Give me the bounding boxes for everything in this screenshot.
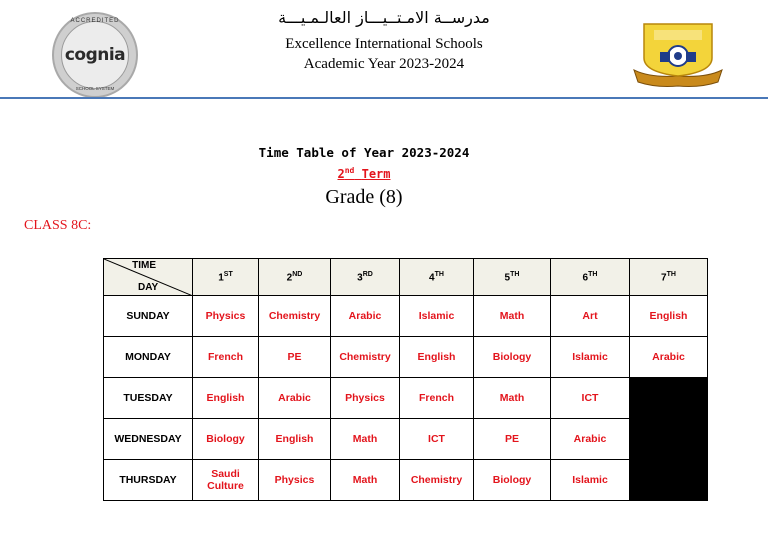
table-row — [104, 419, 708, 460]
period-number: 7 — [661, 272, 667, 284]
time-day-corner-cell — [104, 259, 193, 296]
subject-cell: Math — [331, 460, 400, 501]
period-header — [630, 259, 708, 296]
subject-cell: Saudi Culture — [193, 460, 259, 501]
term-word: Term — [361, 167, 391, 181]
subject-cell: English — [400, 337, 474, 378]
period-number: 2 — [286, 272, 293, 284]
period-number: 3 — [357, 272, 363, 284]
period-header — [400, 259, 474, 296]
period-header — [551, 259, 630, 296]
subject-cell: Islamic — [400, 296, 474, 337]
period-number: 4 — [429, 272, 435, 284]
school-crest-icon — [630, 18, 726, 88]
logo-arc-bottom-text: SCHOOL SYSTEM — [75, 86, 115, 91]
period-suffix: ST — [223, 270, 233, 278]
subject-cell: ICT — [551, 378, 630, 419]
corner-day-label: DAY — [138, 282, 159, 293]
corner-time-label: TIME — [132, 260, 156, 271]
day-cell: TUESDAY — [104, 378, 193, 419]
period-suffix: TH — [666, 270, 676, 278]
table-row — [104, 378, 708, 419]
subject-cell: English — [259, 419, 331, 460]
period-header — [259, 259, 331, 296]
period-header — [193, 259, 259, 296]
day-cell: WEDNESDAY — [104, 419, 193, 460]
subject-cell: Chemistry — [259, 296, 331, 337]
table-row — [104, 460, 708, 501]
table-row — [104, 337, 708, 378]
day-cell: SUNDAY — [104, 296, 193, 337]
subject-cell: Physics — [259, 460, 331, 501]
period-suffix: TH — [588, 270, 598, 278]
period-number: 1 — [218, 272, 224, 284]
term-label — [0, 166, 728, 181]
empty-period-block — [630, 378, 708, 501]
period-suffix: RD — [362, 270, 373, 278]
logo-brand-text: cognia — [64, 45, 126, 65]
subject-cell: French — [193, 337, 259, 378]
term-suffix: nd — [344, 166, 355, 175]
day-cell: THURSDAY — [104, 460, 193, 501]
day-cell: MONDAY — [104, 337, 193, 378]
subject-cell: Biology — [474, 337, 551, 378]
period-suffix: TH — [434, 270, 444, 278]
subject-cell: French — [400, 378, 474, 419]
subject-cell: Islamic — [551, 460, 630, 501]
class-label: CLASS 8C: — [24, 218, 92, 233]
subject-cell: Arabic — [551, 419, 630, 460]
timetable — [103, 258, 708, 501]
subject-cell: PE — [474, 419, 551, 460]
subject-cell: Chemistry — [331, 337, 400, 378]
timetable-title: Time Table of Year 2023-2024 — [258, 145, 470, 160]
subject-cell: Biology — [193, 419, 259, 460]
header-row — [104, 259, 708, 296]
subject-cell: Arabic — [331, 296, 400, 337]
subject-cell: Arabic — [630, 337, 708, 378]
subject-cell: Math — [474, 378, 551, 419]
subject-cell: English — [630, 296, 708, 337]
subject-cell: Art — [551, 296, 630, 337]
term-number: 2 — [337, 167, 345, 181]
school-name-english: Excellence International Schools — [285, 36, 483, 52]
subject-cell: Biology — [474, 460, 551, 501]
period-header — [331, 259, 400, 296]
subject-cell: Islamic — [551, 337, 630, 378]
school-name-arabic: مدرســة الامـتــيـــاز العالـمـيـــة — [278, 8, 490, 27]
subject-cell: PE — [259, 337, 331, 378]
subject-cell: Math — [331, 419, 400, 460]
period-suffix: ND — [292, 270, 303, 278]
subject-cell: Math — [474, 296, 551, 337]
logo-inner-circle — [61, 21, 129, 89]
period-suffix: TH — [510, 270, 520, 278]
subject-cell: Arabic — [259, 378, 331, 419]
subject-cell: ICT — [400, 419, 474, 460]
header-divider — [0, 97, 768, 99]
period-number: 5 — [504, 272, 511, 284]
logo-arc-top-text: ACCREDITED — [70, 18, 120, 24]
academic-year: Academic Year 2023-2024 — [303, 56, 465, 72]
subject-cell: Physics — [331, 378, 400, 419]
table-row — [104, 296, 708, 337]
period-number: 6 — [582, 272, 589, 284]
subject-cell: English — [193, 378, 259, 419]
subject-cell: Physics — [193, 296, 259, 337]
grade-heading: Grade (8) — [325, 186, 403, 208]
period-header — [474, 259, 551, 296]
subject-cell: Chemistry — [400, 460, 474, 501]
